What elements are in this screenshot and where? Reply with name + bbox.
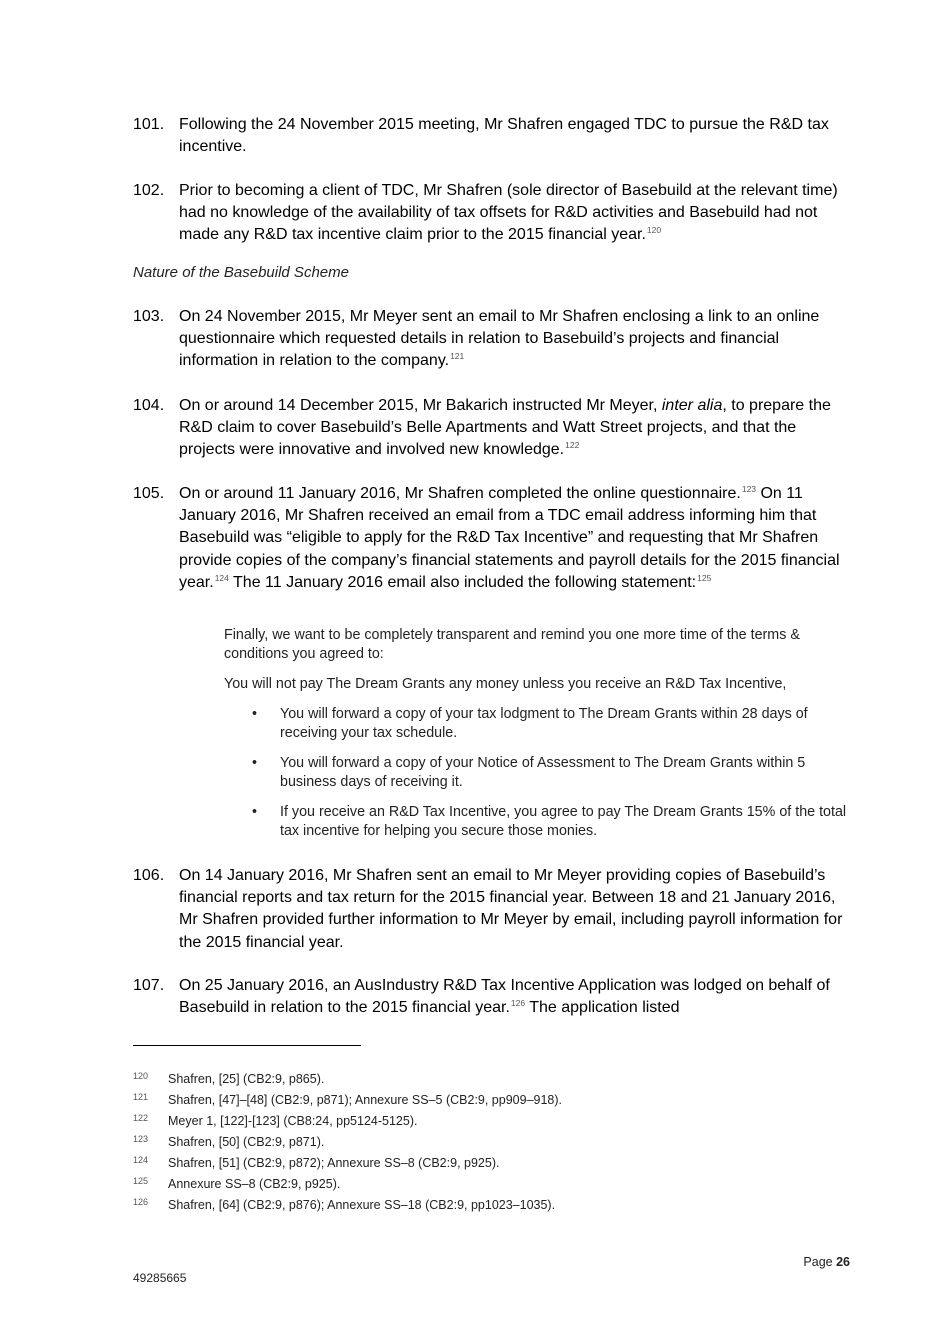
paragraph-text: On 14 January 2016, Mr Shafren sent an email to Mr Meyer providing copies of Basebuild’s financial reports and tax return for the 2015 financial year. Between 18 and 21 January 2016, Mr Shafren provided further information to Mr Meyer by email, including payroll information for the 2015 financial year. xyxy=(179,867,843,951)
footnote-text: Shafren, [51] (CB2:9, p872); Annexure SS–8 (CB2:9, p925). xyxy=(168,1156,500,1170)
paragraph-text: On 25 January 2016, an AusIndustry R&D Tax Incentive Application was lodged on behalf of Basebuild in relation to the 2015 financial year. xyxy=(179,977,830,1017)
footnote-ref[interactable]: 123 xyxy=(741,484,757,495)
paragraph-104 xyxy=(133,395,853,462)
footnote-number: 120 xyxy=(133,1071,149,1081)
page-number: 26 xyxy=(836,1255,850,1269)
footnote-number: 124 xyxy=(133,1155,149,1165)
paragraph-text: The 11 January 2016 email also included the following statement: xyxy=(228,573,697,591)
paragraph-text: , to prepare the R&D claim to cover Basebuild’s Belle Apartments and Watt Street projects, and that the projects were innovative and involved new knowledge. xyxy=(179,397,831,459)
paragraph-text: Following the 24 November 2015 meeting, Mr Shafren engaged TDC to pursue the R&D tax incentive. xyxy=(179,116,829,156)
quote-bullet xyxy=(252,705,852,743)
paragraph-number: 103. xyxy=(133,308,165,325)
footnote-item xyxy=(133,1155,853,1171)
paragraph-103 xyxy=(133,306,853,373)
paragraph-text: Prior to becoming a client of TDC, Mr Shafren (sole director of Basebuild at the relevant time) had no knowledge of the availability of tax offsets for R&D activities and Basebuild had not made any R&D tax incentive claim prior to the 2015 financial year. xyxy=(179,182,838,244)
footnote-ref[interactable]: 122 xyxy=(565,440,580,451)
paragraph-106 xyxy=(133,865,853,954)
bullet-symbol: • xyxy=(252,706,258,722)
paragraph-text: On or around 11 January 2016, Mr Shafren completed the online questionnaire. xyxy=(179,485,741,502)
footnote-item xyxy=(133,1113,853,1129)
paragraph-number: 106. xyxy=(133,867,165,884)
footnote-ref[interactable]: 124 xyxy=(214,572,229,583)
paragraph-105 xyxy=(133,483,853,594)
paragraph-number: 101. xyxy=(133,116,165,133)
section-heading: Nature of the Basebuild Scheme xyxy=(133,264,349,281)
footnote-item xyxy=(133,1134,853,1150)
bullet-text: If you receive an R&D Tax Incentive, you agree to pay The Dream Grants 15% of the total tax incentive for helping you secure those monies. xyxy=(280,804,847,839)
bullet-text: You will forward a copy of your Notice of Assessment to The Dream Grants within 5 business days of receiving it. xyxy=(280,755,806,790)
footnote-text: Shafren, [47]–[48] (CB2:9, p871); Annexure SS–5 (CB2:9, pp909–918). xyxy=(168,1093,563,1107)
footnote-number: 125 xyxy=(133,1176,149,1186)
quote-bullet xyxy=(252,803,852,841)
footnote-number: 122 xyxy=(133,1113,149,1123)
footnote-text: Annexure SS–8 (CB2:9, p925). xyxy=(168,1177,341,1191)
footnote-divider xyxy=(133,1045,361,1046)
footnote-ref[interactable]: 120 xyxy=(646,225,662,236)
paragraph-101 xyxy=(133,114,853,158)
footnote-number: 123 xyxy=(133,1134,149,1144)
bullet-symbol: • xyxy=(252,755,258,771)
document-id: 49285665 xyxy=(133,1271,187,1285)
footnote-text: Shafren, [25] (CB2:9, p865). xyxy=(168,1072,325,1086)
footnote-ref[interactable]: 125 xyxy=(697,572,712,583)
footnote-item xyxy=(133,1176,853,1192)
footnote-item xyxy=(133,1197,853,1213)
quote-line: Finally, we want to be completely transparent and remind you one more time of the terms & conditions you agreed to: xyxy=(224,627,800,662)
footnote-item xyxy=(133,1092,853,1108)
bullet-symbol: • xyxy=(252,804,258,820)
footnote-text: Shafren, [64] (CB2:9, p876); Annexure SS–18 (CB2:9, pp1023–1035). xyxy=(168,1198,556,1212)
quote-line: You will not pay The Dream Grants any money unless you receive an R&D Tax Incentive, xyxy=(224,676,787,692)
paragraph-text: On 11 January 2016, Mr Shafren received an email from a TDC email address informing him that Basebuild was “eligible to apply for the R&D Tax Incentive” and requesting that Mr Shafren provide copies of the company’s financial statements and payroll details for the 2015 financial year. xyxy=(179,485,840,591)
footnote-item xyxy=(133,1071,853,1087)
paragraph-number: 102. xyxy=(133,182,165,199)
italic-text: inter alia xyxy=(661,397,723,414)
footnote-number: 121 xyxy=(133,1092,149,1102)
page-number-label xyxy=(803,1255,850,1269)
footnote-number: 126 xyxy=(133,1197,149,1207)
paragraph-number: 104. xyxy=(133,397,165,414)
paragraph-number: 107. xyxy=(133,977,165,994)
bullet-text: You will forward a copy of your tax lodgment to The Dream Grants within 28 days of receiving your tax schedule. xyxy=(280,706,808,741)
paragraph-102 xyxy=(133,180,853,247)
footnote-ref[interactable]: 126 xyxy=(510,998,526,1009)
paragraph-text: The application listed xyxy=(525,999,680,1017)
footnote-ref[interactable]: 121 xyxy=(450,351,465,362)
paragraph-text: On or around 14 December 2015, Mr Bakarich instructed Mr Meyer, xyxy=(179,397,662,414)
paragraph-107 xyxy=(133,975,853,1019)
quote-bullet xyxy=(252,754,852,792)
footnote-text: Shafren, [50] (CB2:9, p871). xyxy=(168,1135,325,1149)
paragraph-number: 105. xyxy=(133,485,165,502)
page-label-text: Page xyxy=(803,1255,833,1269)
footnote-text: Meyer 1, [122]-[123] (CB8:24, pp5124-5125). xyxy=(168,1114,418,1128)
paragraph-text: On 24 November 2015, Mr Meyer sent an email to Mr Shafren enclosing a link to an online questionnaire which requested details in relation to Basebuild’s projects and financial information in relation to the company. xyxy=(179,308,820,370)
